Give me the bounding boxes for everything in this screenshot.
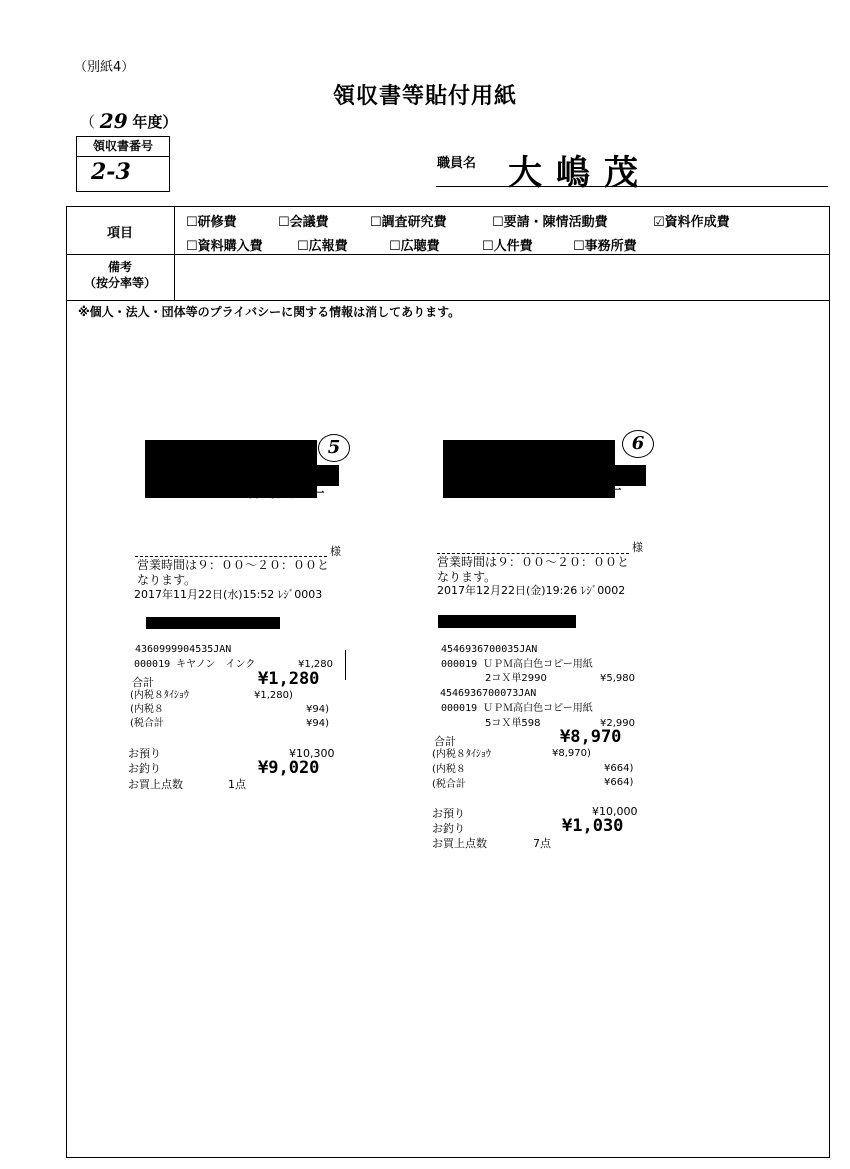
tax-label: (税合計 [130,718,164,729]
staff-label: 職員名 [437,156,477,171]
checkbox-checked-mark: ☑ [653,215,665,230]
checkbox-jimusho[interactable]: ☐事務所費 [573,239,637,254]
change-label: お釣り [128,762,161,775]
page-title: 領収書等貼付用紙 [332,84,517,109]
form-frame [66,206,830,1158]
checkbox-jinken[interactable]: ☐人件費 [482,239,533,254]
tax-value: ¥664) [604,763,634,774]
change-value: ¥9,020 [258,758,320,778]
item-qty: 5コＸ単598 [485,718,541,729]
receipt-number-box [76,136,170,192]
customer-underline [135,556,327,557]
total-label: 合計 [132,676,154,689]
checkbox-mark: ☐ [370,215,382,230]
hours-line1: 営業時間は９：００～２０：００と [137,558,330,572]
change-label: お釣り [432,822,465,835]
paid-label: お預り [128,747,161,760]
checkbox-mark: ☐ [186,239,198,254]
count-value: 7点 [533,837,551,850]
item-divider-mark [345,650,346,680]
receipt-datetime: 2017年11月22日(水)15:52 ﾚｼﾞ0003 [134,588,323,601]
receipt-heading: 領 収 証 一 [543,483,625,497]
checkbox-chosa-kenkyu[interactable]: ☐調査研究費 [370,215,447,230]
item-qty: 2コＸ単2990 [485,673,547,684]
customer-suffix: 様 [330,545,341,558]
tax-label: (内税８ﾀｲｼｮｳ [432,749,491,760]
tax-label: (内税８ [130,704,164,715]
year-close: 年度） [132,113,178,131]
checkbox-mark: ☐ [573,239,585,254]
hours-line1: 営業時間は９：００～２０：００と [437,555,630,569]
privacy-note: ※個人・法人・団体等のプライバシーに関する情報は消してあります。 [78,305,461,319]
item-line: 000019 キヤノン インク [134,659,256,670]
count-label: お買上点数 [128,778,183,791]
paid-value: ¥10,000 [592,805,638,818]
year-value-handwritten: 29 [99,109,128,133]
tax-value: ¥1,280) [254,690,293,701]
tax-value: ¥664) [604,777,634,788]
category-row-bottom [66,254,830,255]
item-price: ¥5,980 [600,673,635,684]
attachment-label: （別紙4） [74,60,135,75]
circle-number: 5 [318,434,350,462]
receipt-number-label: 領収書番号 [77,137,169,157]
remarks-row-bottom [66,300,830,301]
tax-value: ¥94) [306,704,329,715]
tax-value: ¥94) [306,718,329,729]
count-value: 1点 [228,778,246,791]
checkbox-shiryo-sakusei[interactable]: ☑資料作成費 [653,215,730,230]
checkbox-shiryo-konyu[interactable]: ☐資料購入費 [186,239,263,254]
hours-line2: なります。 [437,570,497,584]
item-line: 000019 ＵＰＭ高白色コピー用紙 [441,703,593,714]
checkbox-kocho[interactable]: ☐広聴費 [389,239,440,254]
checkbox-mark: ☐ [297,239,309,254]
checkbox-yosei-chinjo[interactable]: ☐要請・陳情活動費 [492,215,608,230]
paid-label: お預り [432,807,465,820]
remarks-label: 備考 （按分率等） [83,260,156,290]
change-value: ¥1,030 [562,816,624,836]
receipt-datetime: 2017年12月22日(金)19:26 ﾚｼﾞ0002 [437,584,626,597]
checkbox-mark: ☐ [492,215,504,230]
checkbox-kenshu[interactable]: ☐研修費 [186,215,237,230]
redaction-bar [438,615,576,628]
count-label: お買上点数 [432,837,487,850]
tax-label: (税合計 [432,779,466,790]
item-price: ¥1,280 [298,659,333,670]
receipt-number-value: 2-3 [91,159,131,185]
tax-value: ¥8,970) [552,748,591,759]
checkbox-koho[interactable]: ☐広報費 [297,239,348,254]
year-open: （ [80,113,96,131]
checkbox-mark: ☐ [389,239,401,254]
checkbox-kaigi[interactable]: ☐会議費 [278,215,329,230]
hours-line2: なります。 [137,573,197,587]
tax-label: (内税８ [432,764,466,775]
staff-name-handwritten: 大嶋茂 [508,153,652,193]
total-label: 合計 [434,735,456,748]
redaction-block [235,465,339,486]
circle-number: 6 [622,430,654,458]
item-code: 4546936700073JAN [440,688,537,699]
checkbox-mark: ☐ [186,215,198,230]
customer-underline [437,553,629,554]
checkbox-mark: ☐ [278,215,290,230]
checkbox-mark: ☐ [482,239,494,254]
category-label: 項目 [106,226,133,241]
item-code: 4546936700035JAN [441,644,538,655]
redaction-bar [146,617,280,629]
item-line: 000019 ＵＰＭ高白色コピー用紙 [441,659,593,670]
total-value: ¥8,970 [560,727,622,747]
customer-suffix: 様 [632,541,643,554]
fiscal-year-line [80,108,177,132]
receipt-heading: 領 収 証 一 [246,486,328,500]
paid-value: ¥10,300 [289,747,335,760]
total-value: ¥1,280 [258,669,320,689]
item-code: 4360999904535JAN [135,644,232,655]
staff-underline [436,186,828,187]
item-price: ¥2,990 [600,718,635,729]
tax-label: (内税８ﾀｲｼｮｳ [130,690,189,701]
